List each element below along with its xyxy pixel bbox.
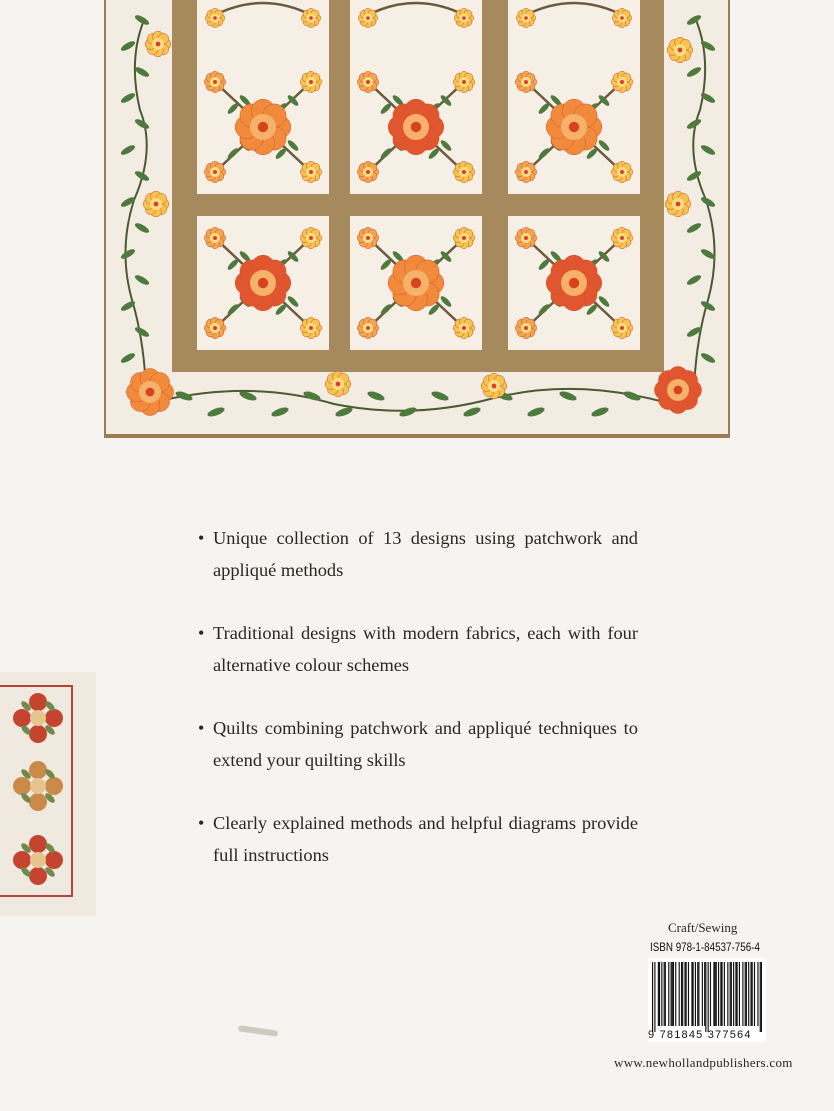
barcode-bar: [757, 962, 758, 1026]
barcode-bar: [746, 962, 747, 1026]
barcode-bar: [724, 962, 725, 1026]
barcode-bar: [659, 962, 660, 1026]
flower-motif: [357, 227, 378, 248]
barcode-bar: [745, 962, 746, 1026]
flower-motif: [357, 317, 378, 338]
barcode-bar: [693, 962, 694, 1026]
barcode-bar: [698, 962, 699, 1026]
flower-motif: [235, 255, 291, 311]
barcode-bar: [665, 962, 666, 1026]
flower-dot: [213, 326, 217, 330]
flower-motif: [546, 99, 602, 155]
barcode-bar: [739, 962, 740, 1026]
flower-motif: [204, 71, 225, 92]
barcode-digits: 9 781845 377564: [648, 1029, 752, 1041]
motif-petal: [45, 709, 63, 727]
quilt-photo-secondary: [0, 672, 96, 916]
motif-petal: [13, 709, 31, 727]
flower-motif: [145, 31, 171, 57]
feature-bullet: [198, 712, 638, 776]
flower-motif: [301, 8, 320, 27]
motif-center: [30, 778, 46, 794]
flower-dot: [462, 80, 466, 84]
flower-dot: [462, 236, 466, 240]
flower-motif: [611, 317, 632, 338]
barcode-bar: [718, 962, 719, 1026]
flower-motif: [611, 161, 632, 182]
bullet-dot: •: [198, 528, 205, 548]
flower-motif: [453, 161, 474, 182]
flower-motif: [546, 255, 602, 311]
barcode-bar: [727, 962, 728, 1026]
motif-petal: [45, 851, 63, 869]
barcode-bar: [742, 962, 743, 1026]
flower-motif: [454, 8, 473, 27]
barcode-bar: [675, 962, 676, 1026]
flower-dot: [309, 170, 313, 174]
feature-bullet: [198, 617, 638, 681]
flower-motif: [300, 71, 321, 92]
barcode-bar: [668, 962, 669, 1026]
flower-motif: [300, 227, 321, 248]
barcode-bar: [695, 962, 696, 1026]
flower-motif: [388, 99, 444, 155]
motif-petal: [13, 851, 31, 869]
flower-dot: [524, 16, 528, 20]
feature-text: Traditional designs with modern fabrics, each with four alternative colour schemes: [213, 623, 638, 675]
barcode-bar: [735, 962, 736, 1026]
flower-dot: [213, 16, 217, 20]
flower-dot: [336, 382, 341, 387]
flower-motif: [388, 255, 444, 311]
barcode-bar: [686, 962, 687, 1026]
flower-dot: [524, 80, 528, 84]
feature-list: [198, 522, 638, 902]
flower-motif: [611, 71, 632, 92]
barcode-bar: [760, 962, 761, 1032]
barcode-bar: [688, 962, 689, 1026]
feature-bullet: [198, 522, 638, 586]
flower-motif: [235, 99, 291, 155]
publisher-website: www.newhollandpublishers.com: [614, 1055, 793, 1070]
barcode-bar: [715, 962, 716, 1026]
motif-center: [30, 852, 46, 868]
barcode-bar: [652, 962, 653, 1032]
flower-dot: [678, 48, 683, 53]
barcode-bar: [661, 962, 662, 1026]
flower-dot: [146, 388, 155, 397]
feature-bullet: [198, 807, 638, 871]
barcode-bar: [754, 962, 755, 1026]
flower-dot: [258, 122, 268, 132]
flower-dot: [492, 384, 497, 389]
paper-scratch: [238, 1025, 278, 1037]
motif-petal: [29, 761, 47, 779]
flower-motif: [143, 191, 169, 217]
barcode-bar: [654, 962, 655, 1032]
barcode-bar: [737, 962, 738, 1026]
barcode-bar: [748, 962, 749, 1026]
motif-petal: [29, 867, 47, 885]
flower-motif: [612, 8, 631, 27]
flower-motif: [325, 371, 351, 397]
flower-dot: [569, 122, 579, 132]
flower-dot: [620, 16, 624, 20]
flower-dot: [569, 278, 579, 288]
flower-dot: [620, 170, 624, 174]
flower-dot: [462, 16, 466, 20]
flower-dot: [462, 170, 466, 174]
flower-dot: [462, 326, 466, 330]
flower-motif: [358, 8, 377, 27]
flower-dot: [524, 326, 528, 330]
flower-dot: [309, 16, 313, 20]
flower-dot: [366, 16, 370, 20]
flower-motif: [204, 227, 225, 248]
flower-dot: [213, 170, 217, 174]
motif-petal: [29, 725, 47, 743]
flower-dot: [524, 170, 528, 174]
barcode-bar: [702, 962, 703, 1026]
feature-text: Quilts combining patchwork and appliqué techniques to extend your quilting skills: [213, 718, 638, 770]
flower-motif: [654, 366, 701, 413]
flower-motif: [481, 373, 507, 399]
barcode-bar: [708, 962, 709, 1032]
flower-dot: [309, 236, 313, 240]
barcode-bar: [672, 962, 673, 1026]
barcode-bar: [731, 962, 732, 1026]
barcode-bar: [682, 962, 683, 1026]
barcode-bar: [730, 962, 731, 1026]
motif-center: [30, 710, 46, 726]
barcode-bar: [720, 962, 721, 1026]
motif-petal: [45, 777, 63, 795]
flower-motif: [515, 227, 536, 248]
flower-dot: [366, 170, 370, 174]
flower-motif: [300, 161, 321, 182]
flower-motif: [515, 71, 536, 92]
flower-dot: [309, 80, 313, 84]
flower-dot: [213, 236, 217, 240]
barcode-bar: [664, 962, 665, 1026]
feature-text: Clearly explained methods and helpful diagrams provide full instructions: [213, 813, 638, 865]
flower-dot: [676, 202, 681, 207]
flower-motif: [667, 37, 693, 63]
flower-motif: [357, 71, 378, 92]
bullet-dot: •: [198, 813, 205, 833]
flower-motif: [204, 317, 225, 338]
barcode-bar: [704, 962, 705, 1026]
flower-dot: [156, 42, 161, 47]
flower-dot: [366, 236, 370, 240]
flower-dot: [411, 278, 421, 288]
barcode-bar: [658, 962, 659, 1026]
flower-dot: [154, 202, 159, 207]
flower-motif: [453, 227, 474, 248]
flower-motif: [300, 317, 321, 338]
barcode-bar: [671, 962, 672, 1026]
motif-petal: [29, 793, 47, 811]
flower-dot: [620, 236, 624, 240]
flower-dot: [620, 326, 624, 330]
bullet-dot: •: [198, 718, 205, 738]
flower-dot: [411, 122, 421, 132]
flower-motif: [516, 8, 535, 27]
barcode-bar: [691, 962, 692, 1026]
flower-dot: [366, 80, 370, 84]
barcode-bar: [716, 962, 717, 1026]
barcode-bar: [697, 962, 698, 1026]
feature-text: Unique collection of 13 designs using patchwork and appliqué methods: [213, 528, 638, 580]
flower-motif: [515, 317, 536, 338]
flower-motif: [611, 227, 632, 248]
barcode-bar: [710, 962, 711, 1026]
motif-petal: [13, 777, 31, 795]
flower-motif: [204, 161, 225, 182]
flower-motif: [357, 161, 378, 182]
flower-dot: [366, 326, 370, 330]
flower-dot: [674, 386, 683, 395]
barcode-bar: [752, 962, 753, 1026]
bullet-dot: •: [198, 623, 205, 643]
flower-motif: [453, 71, 474, 92]
barcode-bar: [721, 962, 722, 1026]
barcode-bar: [733, 962, 734, 1026]
motif-petal: [29, 693, 47, 711]
barcode-bar: [684, 962, 685, 1026]
barcode-bar: [681, 962, 682, 1026]
flower-motif: [453, 317, 474, 338]
flower-motif: [126, 368, 173, 415]
barcode-bar: [750, 962, 751, 1026]
barcode-bar: [713, 962, 714, 1026]
flower-motif: [665, 191, 691, 217]
barcode-bar: [673, 962, 674, 1026]
flower-dot: [524, 236, 528, 240]
flower-dot: [309, 326, 313, 330]
flower-motif: [205, 8, 224, 27]
flower-dot: [620, 80, 624, 84]
flower-dot: [213, 80, 217, 84]
flower-motif: [515, 161, 536, 182]
isbn-number: ISBN 978-1-84537-756-4: [650, 940, 760, 954]
barcode-bar: [705, 962, 706, 1032]
barcode-bar: [761, 962, 762, 1032]
motif-petal: [29, 835, 47, 853]
flower-dot: [258, 278, 268, 288]
book-category: Craft/Sewing: [668, 920, 738, 935]
quilt-photo-main: [104, 0, 730, 438]
barcode-bar: [679, 962, 680, 1026]
